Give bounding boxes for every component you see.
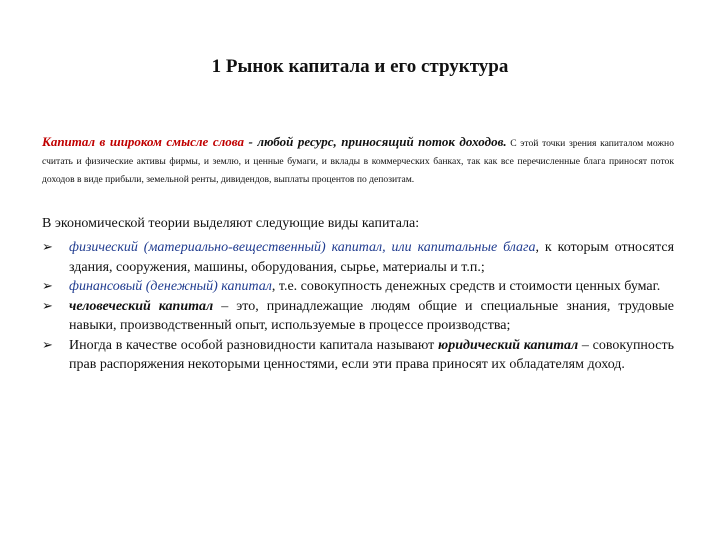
item-text: , к которым относятся здания, сооружения, машины, оборудования, сырье, материалы и т.п.; bbox=[69, 240, 675, 275]
list-item-physical bbox=[42, 238, 674, 277]
item-text: – совокупность прав распоряжения некоторыми ценностями, если эти права приносят их обладателям доход. bbox=[69, 337, 674, 372]
arrow-bullet-icon: ➢ bbox=[42, 298, 53, 314]
list-item-legal bbox=[42, 336, 674, 375]
definition-dash: - bbox=[243, 134, 258, 149]
arrow-bullet-icon: ➢ bbox=[42, 279, 53, 294]
list-item-human bbox=[42, 297, 674, 336]
list-item-financial bbox=[42, 277, 674, 297]
capital-types-intro: В экономической теории выделяют следующие виды капитала: bbox=[42, 216, 420, 231]
item-text: – это, принадлежащие людям общие и специальные знания, трудовые навыки, производственный опыт, используемые в процессе производства; bbox=[69, 298, 674, 333]
page-title: 1 Рынок капитала и его структура bbox=[211, 56, 509, 77]
arrow-bullet-icon: ➢ bbox=[42, 240, 53, 255]
item-prefix: Иногда в качестве особой разновидности капитала называют bbox=[69, 337, 439, 353]
item-term: физический (материально-вещественный) капитал, или капитальные блага bbox=[69, 240, 536, 255]
definition-term: Капитал в широком смысле слова bbox=[42, 134, 244, 149]
definition-meaning: любой ресурс, приносящий поток доходов. bbox=[257, 134, 507, 149]
capital-definition bbox=[42, 133, 674, 189]
arrow-bullet-icon: ➢ bbox=[42, 337, 53, 353]
item-term: юридический капитал bbox=[438, 337, 579, 353]
capital-types-list bbox=[42, 238, 674, 375]
definition-explanation: С этой точки зрения капиталом можно считать и физические активы фирмы, и землю, и ценные бумаги, и вклады в коммерческих банках, так как все перечисленные блага приносят поток доходов в виде прибыли, земельной ренты, дивидендов, выплаты процентов по депозитам. bbox=[42, 138, 674, 185]
item-term: человеческий капитал bbox=[69, 298, 214, 314]
item-term: финансовый (денежный) капитал bbox=[69, 279, 272, 294]
item-text: , т.е. совокупность денежных средств и стоимости ценных бумаг. bbox=[271, 279, 661, 294]
